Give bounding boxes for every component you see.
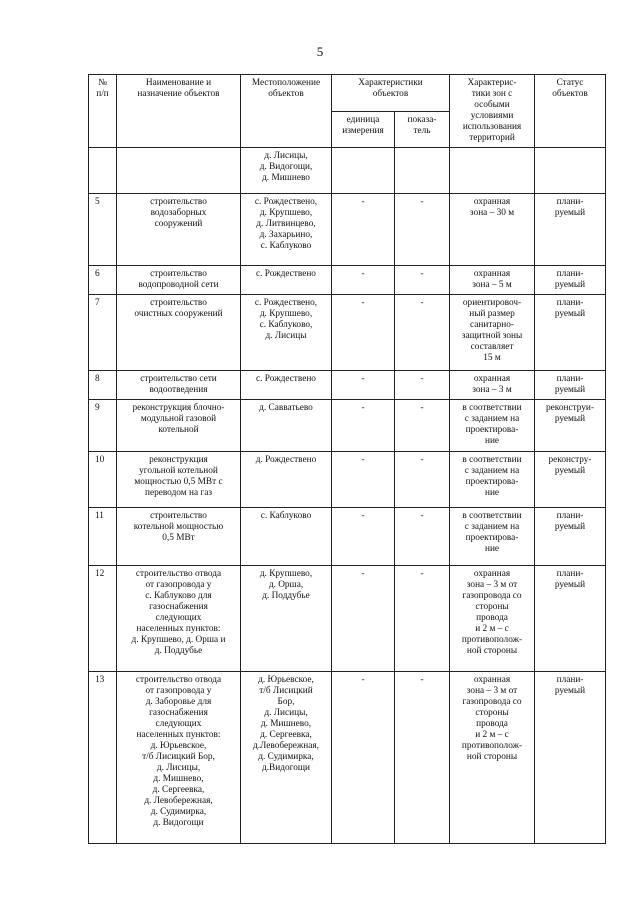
text-line: д. Сергеевка, — [152, 785, 205, 795]
text-line: д. Лисицы, — [264, 151, 308, 161]
text-line: газоснабжения — [149, 708, 208, 718]
num-cell: 9 — [89, 400, 117, 452]
text-line: д. Судимирка, — [258, 752, 314, 762]
text-line: с. Рождествено — [256, 374, 316, 384]
text-line: с заданием на — [464, 466, 520, 476]
text-line: в соответствии — [462, 455, 522, 465]
text-line: плани- — [556, 511, 584, 521]
table-row — [89, 295, 606, 371]
text-line: № — [98, 78, 107, 88]
indicator-cell: - — [395, 295, 450, 371]
header-characteristics — [332, 75, 450, 112]
zone-cell — [450, 508, 535, 566]
header-zones — [450, 75, 535, 148]
text-line: Бор, — [277, 697, 295, 707]
text-line: руемый — [554, 385, 586, 395]
text-line: модульной газовой — [140, 414, 217, 424]
text-line: тель — [413, 125, 431, 136]
text-line: д. Крупшево, — [259, 208, 313, 218]
text-line: проектирова- — [465, 533, 519, 543]
text-line: газоснабжения — [149, 602, 208, 612]
text-line: реконструкция — [149, 455, 208, 465]
indicator-cell: - — [395, 266, 450, 295]
text-line: охранная — [473, 269, 511, 279]
text-line: руемый — [554, 466, 586, 476]
text-line: ной стороны — [466, 752, 518, 762]
text-line: Характерис- — [467, 78, 517, 88]
unit-cell: - — [332, 295, 395, 371]
status-cell — [535, 266, 606, 295]
text-line: д. Мишнево — [262, 173, 310, 183]
text-line: плани- — [556, 374, 584, 384]
text-line: д. Орша, — [268, 580, 304, 590]
text-line: водоотведения — [149, 385, 208, 395]
indicator-cell: - — [395, 371, 450, 400]
text-line: плани- — [556, 269, 584, 279]
text-line: строительство отвода — [135, 569, 222, 579]
text-line: противополож- — [461, 635, 523, 645]
zone-cell — [450, 266, 535, 295]
text-line: д. Рождествено — [255, 455, 317, 465]
text-line: защитной зоны — [461, 331, 523, 341]
text-line: охранная — [473, 569, 511, 579]
text-line: плани- — [556, 569, 584, 579]
indicator-cell: - — [395, 194, 450, 266]
status-cell — [535, 452, 606, 508]
zone-cell — [450, 371, 535, 400]
text-line: котельной мощностью — [133, 522, 224, 532]
zone-cell — [450, 452, 535, 508]
table-row — [89, 194, 606, 266]
objects-table — [88, 74, 606, 844]
zone-cell — [450, 400, 535, 452]
text-line: д. Сергеевка, — [260, 730, 312, 740]
zone-cell — [450, 194, 535, 266]
name-cell — [117, 672, 241, 844]
unit-cell: - — [332, 508, 395, 566]
num-cell — [89, 148, 117, 194]
text-line: строительство — [150, 511, 207, 521]
text-line: очистных сооружений — [134, 309, 223, 319]
table-row — [89, 508, 606, 566]
text-line: с. Каблуково для — [145, 591, 212, 601]
text-line: руемый — [554, 686, 586, 696]
text-line: строительство — [150, 298, 207, 308]
num-cell: 12 — [89, 566, 117, 672]
text-line: ние — [484, 488, 500, 498]
name-cell — [117, 400, 241, 452]
header-status — [535, 75, 606, 148]
location-cell — [241, 400, 332, 452]
unit-cell: - — [332, 672, 395, 844]
text-line: газопровода со — [462, 697, 522, 707]
unit-cell: - — [332, 266, 395, 295]
name-cell — [117, 148, 241, 194]
table-row — [89, 566, 606, 672]
num-cell: 13 — [89, 672, 117, 844]
text-line: д. Савватьево — [259, 403, 313, 413]
num-cell: 8 — [89, 371, 117, 400]
text-line: д. Лисицы, — [264, 708, 308, 718]
text-line: охранная — [473, 197, 511, 207]
text-line: назначение объектов — [137, 89, 220, 99]
text-line: Характеристики — [358, 78, 423, 88]
text-line: санитарно- — [470, 320, 515, 330]
text-line: д. Мишнево, — [153, 774, 204, 784]
text-line: с. Каблуково — [260, 241, 312, 251]
table-body — [89, 148, 606, 844]
text-line: с. Рождествено — [256, 269, 316, 279]
text-line: строительство — [150, 269, 207, 279]
text-line: мощностью 0,5 МВт с — [134, 477, 223, 487]
text-line: зона – 3 м от — [466, 686, 518, 696]
name-cell — [117, 452, 241, 508]
text-line: д. Судимирка, — [150, 807, 207, 817]
header-row — [89, 75, 606, 112]
text-line: угольной котельной — [139, 466, 218, 476]
status-cell — [535, 148, 606, 194]
text-line: 15 м — [483, 353, 501, 363]
status-cell — [535, 400, 606, 452]
text-line: зона – 3 м — [472, 385, 512, 395]
num-cell: 10 — [89, 452, 117, 508]
text-line: руемый — [554, 309, 586, 319]
text-line: руемый — [554, 414, 586, 424]
status-cell — [535, 566, 606, 672]
text-line: д.Видогощи — [262, 763, 310, 773]
text-line: 0,5 МВт — [162, 533, 195, 543]
table-row — [89, 371, 606, 400]
text-line: переводом на газ — [144, 488, 213, 498]
text-line: проектирова- — [465, 477, 519, 487]
text-line: зона – 3 м от — [466, 580, 518, 590]
header-indicator — [395, 111, 450, 148]
text-line: д. Видогощи, — [259, 162, 313, 172]
text-line: провода — [476, 613, 508, 623]
indicator-cell — [395, 148, 450, 194]
location-cell — [241, 672, 332, 844]
text-line: ориентировоч- — [462, 298, 522, 308]
text-line: следующих — [155, 613, 202, 623]
unit-cell — [332, 148, 395, 194]
indicator-cell: - — [395, 672, 450, 844]
text-line: п/п — [96, 89, 109, 99]
text-line: с. Рождествено, — [254, 298, 318, 308]
zone-cell — [450, 672, 535, 844]
text-line: д. Литвинцево, — [256, 219, 316, 229]
text-line: газопровода со — [462, 591, 522, 601]
zone-cell — [450, 295, 535, 371]
text-line: ный размер — [469, 309, 515, 319]
text-line: в соответствии — [462, 403, 522, 413]
text-line: провода — [476, 719, 508, 729]
status-cell — [535, 371, 606, 400]
text-line: реконструи- — [546, 403, 595, 413]
text-line: плани- — [556, 675, 584, 685]
text-line: котельной — [158, 425, 199, 435]
location-cell — [241, 295, 332, 371]
text-line: зона – 5 м — [472, 280, 512, 290]
text-line: д. Поддубье — [262, 591, 310, 601]
text-line: объектов — [268, 89, 304, 99]
text-line: д. Захарьино, — [259, 230, 313, 240]
text-line: следующих — [155, 719, 202, 729]
text-line: д. Крупшево, — [259, 569, 313, 579]
header-unit — [332, 111, 395, 148]
name-cell — [117, 295, 241, 371]
text-line: единица — [346, 114, 380, 125]
num-cell: 6 — [89, 266, 117, 295]
text-line: зона – 30 м — [469, 208, 515, 218]
location-cell — [241, 266, 332, 295]
text-line: д. Крупшево, — [259, 309, 313, 319]
text-line: тики зон с — [471, 89, 513, 99]
text-line: с заданием на — [464, 414, 520, 424]
header-name — [117, 75, 241, 148]
header-location — [241, 75, 332, 148]
location-cell — [241, 452, 332, 508]
zone-cell — [450, 148, 535, 194]
text-line: д. Лисицы — [265, 331, 307, 341]
text-line: д. Лисицы, — [156, 763, 201, 773]
table-row — [89, 452, 606, 508]
text-line: руемый — [554, 280, 586, 290]
text-line: измерения — [342, 125, 384, 136]
text-line: Статус — [556, 78, 584, 88]
text-line: плани- — [556, 298, 584, 308]
text-line: д. Заборовье для — [145, 697, 212, 707]
text-line: и 2 м – с — [475, 730, 509, 740]
text-line: строительство отвода — [135, 675, 222, 685]
text-line: от газопровода у — [145, 580, 212, 590]
text-line: руемый — [554, 580, 586, 590]
text-line: от газопровода у — [145, 686, 212, 696]
unit-cell: - — [332, 452, 395, 508]
table-row — [89, 672, 606, 844]
text-line: д. Юрьевское, — [258, 675, 314, 685]
table-row — [89, 400, 606, 452]
location-cell — [241, 148, 332, 194]
text-line: т/б Лисицкий — [259, 686, 313, 696]
text-line: руемый — [554, 522, 586, 532]
text-line: ние — [484, 544, 500, 554]
text-line: проектирова- — [465, 425, 519, 435]
text-line: стороны — [475, 602, 509, 612]
text-line: строительство — [150, 197, 207, 207]
text-line: с. Каблуково — [260, 511, 312, 521]
name-cell — [117, 566, 241, 672]
num-cell: 5 — [89, 194, 117, 266]
unit-cell: - — [332, 371, 395, 400]
text-line: руемый — [554, 208, 586, 218]
num-cell: 7 — [89, 295, 117, 371]
text-line: стороны — [475, 708, 509, 718]
text-line: объектов — [552, 89, 588, 99]
text-line: использования — [462, 122, 522, 132]
text-line: реконструкция блочно- — [132, 403, 225, 413]
unit-cell: - — [332, 400, 395, 452]
unit-cell: - — [332, 194, 395, 266]
text-line: д. Поддубье — [154, 646, 203, 656]
text-line: показа- — [407, 114, 437, 125]
location-cell — [241, 508, 332, 566]
indicator-cell: - — [395, 400, 450, 452]
status-cell — [535, 194, 606, 266]
indicator-cell: - — [395, 566, 450, 672]
name-cell — [117, 508, 241, 566]
text-line: охранная — [473, 374, 511, 384]
table-row — [89, 148, 606, 194]
text-line: с. Каблуково, — [259, 320, 313, 330]
text-line: д. Крупшево, д. Орша и — [131, 635, 226, 645]
unit-cell: - — [332, 566, 395, 672]
text-line: строительство сети — [140, 374, 217, 384]
page-number: 5 — [316, 44, 324, 59]
num-cell: 11 — [89, 508, 117, 566]
name-cell — [117, 266, 241, 295]
text-line: водопроводной сети — [138, 280, 219, 290]
indicator-cell: - — [395, 452, 450, 508]
status-cell — [535, 295, 606, 371]
text-line: населенных пунктов: — [136, 624, 221, 634]
text-line: плани- — [556, 197, 584, 207]
location-cell — [241, 194, 332, 266]
text-line: особыми — [474, 100, 510, 110]
text-line: Местоположение — [251, 78, 321, 88]
header-num — [89, 75, 117, 148]
status-cell — [535, 508, 606, 566]
text-line: д. Мишнево, — [260, 719, 312, 729]
text-line: территорий — [469, 133, 515, 143]
text-line: с заданием на — [464, 522, 520, 532]
text-line: условиями — [470, 111, 514, 121]
name-cell — [117, 194, 241, 266]
text-line: д. Видогощи — [153, 818, 204, 828]
text-line: водозаборных — [150, 208, 207, 218]
text-line: с. Рождествено, — [254, 197, 318, 207]
text-line: сооружений — [154, 219, 203, 229]
location-cell — [241, 371, 332, 400]
text-line: составляет — [470, 342, 514, 352]
text-line: противополож- — [461, 741, 523, 751]
location-cell — [241, 566, 332, 672]
text-line: охранная — [473, 675, 511, 685]
text-line: Наименование и — [145, 78, 212, 88]
text-line: д. Юрьевское, — [150, 741, 207, 751]
indicator-cell: - — [395, 508, 450, 566]
text-line: реконстру- — [548, 455, 592, 465]
text-line: в соответствии — [462, 511, 522, 521]
text-line: ние — [484, 436, 500, 446]
text-line: и 2 м – с — [475, 624, 509, 634]
zone-cell — [450, 566, 535, 672]
text-line: д. Левобережная, — [144, 796, 213, 806]
table-row — [89, 266, 606, 295]
text-line: населенных пунктов: — [136, 730, 221, 740]
text-line: д.Левобережная, — [252, 741, 320, 751]
text-line: т/б Лисицкий Бор, — [142, 752, 215, 762]
status-cell — [535, 672, 606, 844]
text-line: ной стороны — [466, 646, 518, 656]
text-line: объектов — [372, 89, 409, 99]
name-cell — [117, 371, 241, 400]
